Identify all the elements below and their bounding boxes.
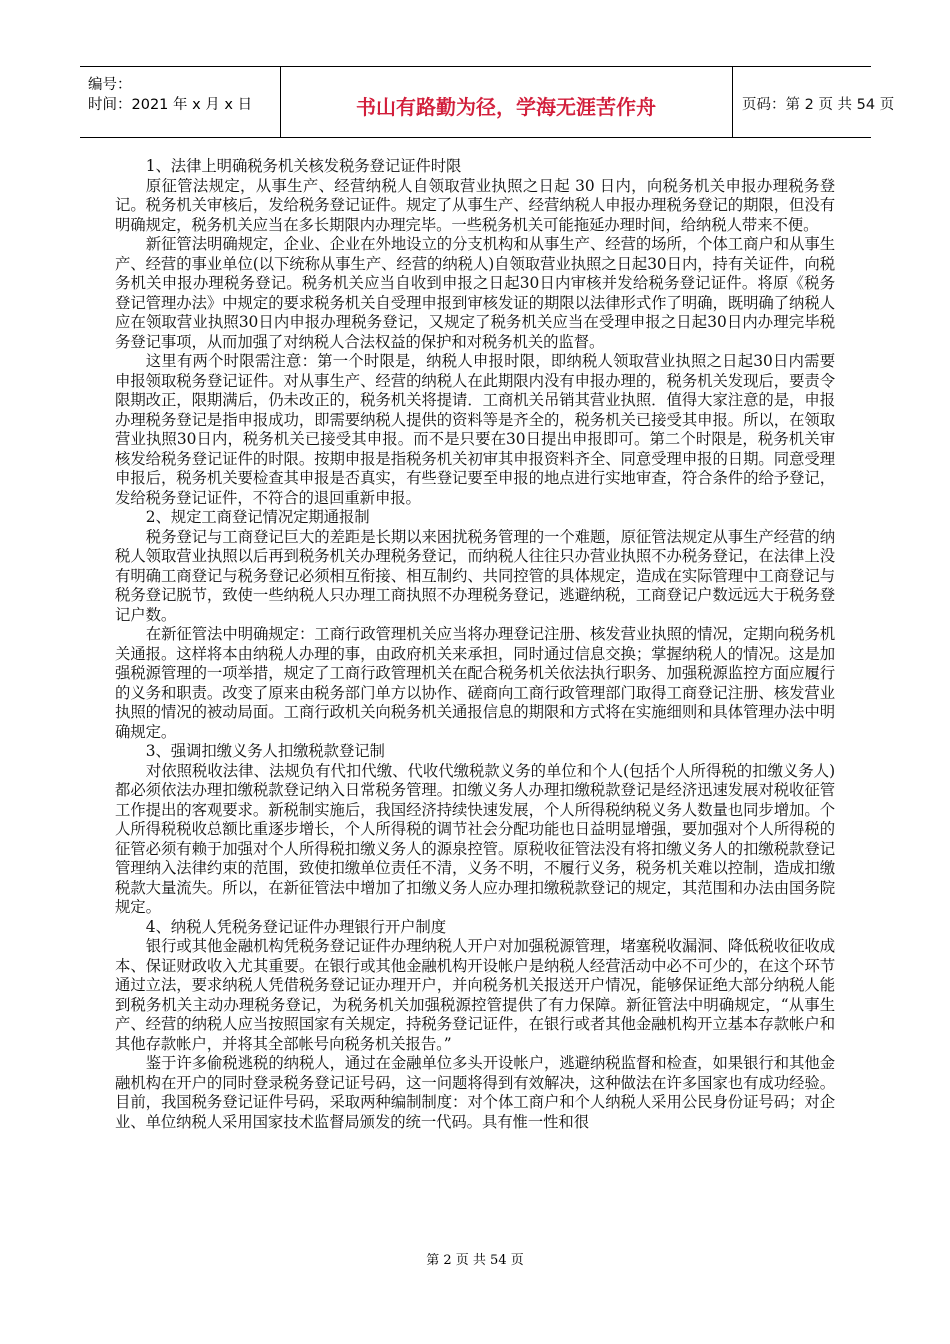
- body-paragraph: 这里有两个时限需注意：第一个时限是，纳税人申报时限，即纳税人领取营业执照之日起30日内需要申报领取税务登记证件。对从事生产、经营的纳税人在此期限内没有申报办理的，税务机关发现后，要责令限期改正，限期满后，仍未改正的，税务机关将提请．工商机关吊销其营业执照．值得大家注意的是，申报办理税务登记是指申报成功，即需要纳税人提供的资料等是齐全的，税务机关已接受其申报。所以，在领取营业执照30日内，税务机关已接受其申报。而不是只要在30日提出申报即可。第二个时限是，税务机关审核发给税务登记证件的时限。按期申报是指税务机关初审其申报资料齐全、同意受理申报的日期。同意受理申报后，税务机关要检查其申报是否真实，有些登记要至申报的地点进行实地审查，符合条件的给予登记，发给税务登记证件，不符合的退回重新申报。: [115, 352, 835, 507]
- document-body: [115, 157, 835, 1132]
- page-header: [80, 66, 895, 138]
- header-page-info: 页码：第 2 页 共 54 页: [742, 97, 895, 113]
- body-paragraph: 鉴于许多偷税逃税的纳税人，通过在金融单位多头开设帐户，逃避纳税监督和检查，如果银行和其他金融机构在开户的同时登录税务登记证号码，这一问题将得到有效解决，这种做法在许多国家也有成功经验。目前，我国税务登记证件号码，采取两种编制制度：对个体工商户和个人纳税人采用公民身份证号码；对企业、单位纳税人采用国家技术监督局颁发的统一代码。具有惟一性和很: [115, 1054, 835, 1131]
- page-footer: 第 2 页 共 54 页: [426, 1253, 524, 1268]
- section-heading-2: 2、规定工商登记情况定期通报制: [145, 508, 370, 526]
- body-paragraph: 在新征管法中明确规定：工商行政管理机关应当将办理登记注册、核发营业执照的情况，定期向税务机关通报。这样将本由纳税人办理的事，由政府机关来承担，同时通过信息交换；掌握纳税人的情况。这是加强税源管理的一项举措，规定了工商行政管理机关在配合税务机关依法执行职务、加强税源监控方面应履行的义务和职责。改变了原来由税务部门单方以协作、磋商向工商行政管理部门取得工商登记注册、核发营业执照的情况的被动局面。工商行政机关向税务机关通报信息的期限和方式将在实施细则和具体管理办法中明确规定。: [115, 625, 835, 741]
- header-left-cell: [80, 67, 281, 137]
- body-paragraph: 对依照税收法律、法规负有代扣代缴、代收代缴税款义务的单位和个人(包括个人所得税的扣缴义务人)都必须依法办理扣缴税款登记纳入日常税务管理。扣缴义务人办理扣缴税款登记是经济迅速发展对税收征管工作提出的客观要求。新税制实施后，我国经济持续快速发展，个人所得税纳税义务人数量也同步增加。个人所得税税收总额比重逐步增长，个人所得税的调节社会分配功能也日益明显增强，要加强对个人所得税的征管必须有赖于加强对个人所得税扣缴义务人的源泉控管。原税收征管法没有将扣缴义务人的扣缴税款登记管理纳入法律约束的范围，致使扣缴单位责任不清，义务不明，不履行义务，税务机关难以控制，造成扣缴税款大量流失。所以，在新征管法中增加了扣缴义务人应办理扣缴税款登记的规定，其范围和办法由国务院规定。: [115, 761, 835, 916]
- body-paragraph: 银行或其他金融机构凭税务登记证件办理纳税人开户对加强税源管理，堵塞税收漏洞、降低税收征收成本、保证财政收入尤其重要。在银行或其他金融机构开设帐户是纳税人经营活动中必不可少的，在这个环节通过立法，要求纳税人凭借税务登记证办理开户，并向税务机关报送开户情况，能够保证绝大部分纳税人能到税务机关主动办理税务登记，为税务机关加强税源控管提供了有力保障。新征管法中明确规定，“从事生产、经营的纳税人应当按照国家有关规定，持税务登记证件，在银行或者其他金融机构开立基本存款帐户和其他存款帐户，并将其全部帐号向税务机关报告。”: [115, 937, 835, 1053]
- section-heading-3: 3、强调扣缴义务人扣缴税款登记制: [145, 742, 385, 760]
- document-number-label: 编号：: [88, 77, 132, 93]
- body-paragraph: 原征管法规定，从事生产、经营纳税人自领取营业执照之日起 30 日内，向税务机关申报办理税务登记。税务机关审核后，发给税务登记证件。规定了从事生产、经营纳税人申报办理税务登记的期限，但没有明确规定，税务机关应当在多长期限内办理完毕。一些税务机关可能拖延办理时间，给纳税人带来不便。: [115, 176, 835, 234]
- header-motto: 书山有路勤为径，学海无涯苦作舟: [356, 95, 656, 119]
- header-right-cell: [732, 67, 895, 137]
- document-date: 时间：2021 年 x 月 x 日: [88, 97, 253, 113]
- body-paragraph: 税务登记与工商登记巨大的差距是长期以来困扰税务管理的一个难题，原征管法规定从事生产经营的纳税人领取营业执照以后再到税务机关办理税务登记，而纳税人往往只办营业执照不办税务登记，在法律上没有明确工商登记与税务登记必须相互衔接、相互制约、共同控管的具体规定，造成在实际管理中工商登记与税务登记脱节，致使一些纳税人只办理工商执照不办理税务登记，逃避纳税，工商登记户数远远大于税务登记户数。: [115, 527, 835, 624]
- header-middle-cell: [280, 67, 733, 137]
- body-paragraph: 新征管法明确规定，企业、企业在外地设立的分支机构和从事生产、经营的场所，个体工商户和从事生产、经营的事业单位(以下统称从事生产、经营的纳税人)自领取营业执照之日起30日内，持有关证件，向税务机关申报办理税务登记。税务机关应当自收到申报之日起30日内审核并发给税务登记证件。将原《税务登记管理办法》中规定的要求税务机关自受理申报到审核发证的期限以法律形式作了明确，既明确了纳税人应在领取营业执照30日内申报办理税务登记，又规定了税务机关应当在受理申报之日起30日内办理完毕税务登记事项，从而加强了对纳税人合法权益的保护和对税务机关的监督。: [115, 235, 835, 351]
- section-heading-1: 1、法律上明确税务机关核发税务登记证件时限: [145, 157, 462, 175]
- section-heading-4: 4、纳税人凭税务登记证件办理银行开户制度: [145, 917, 447, 936]
